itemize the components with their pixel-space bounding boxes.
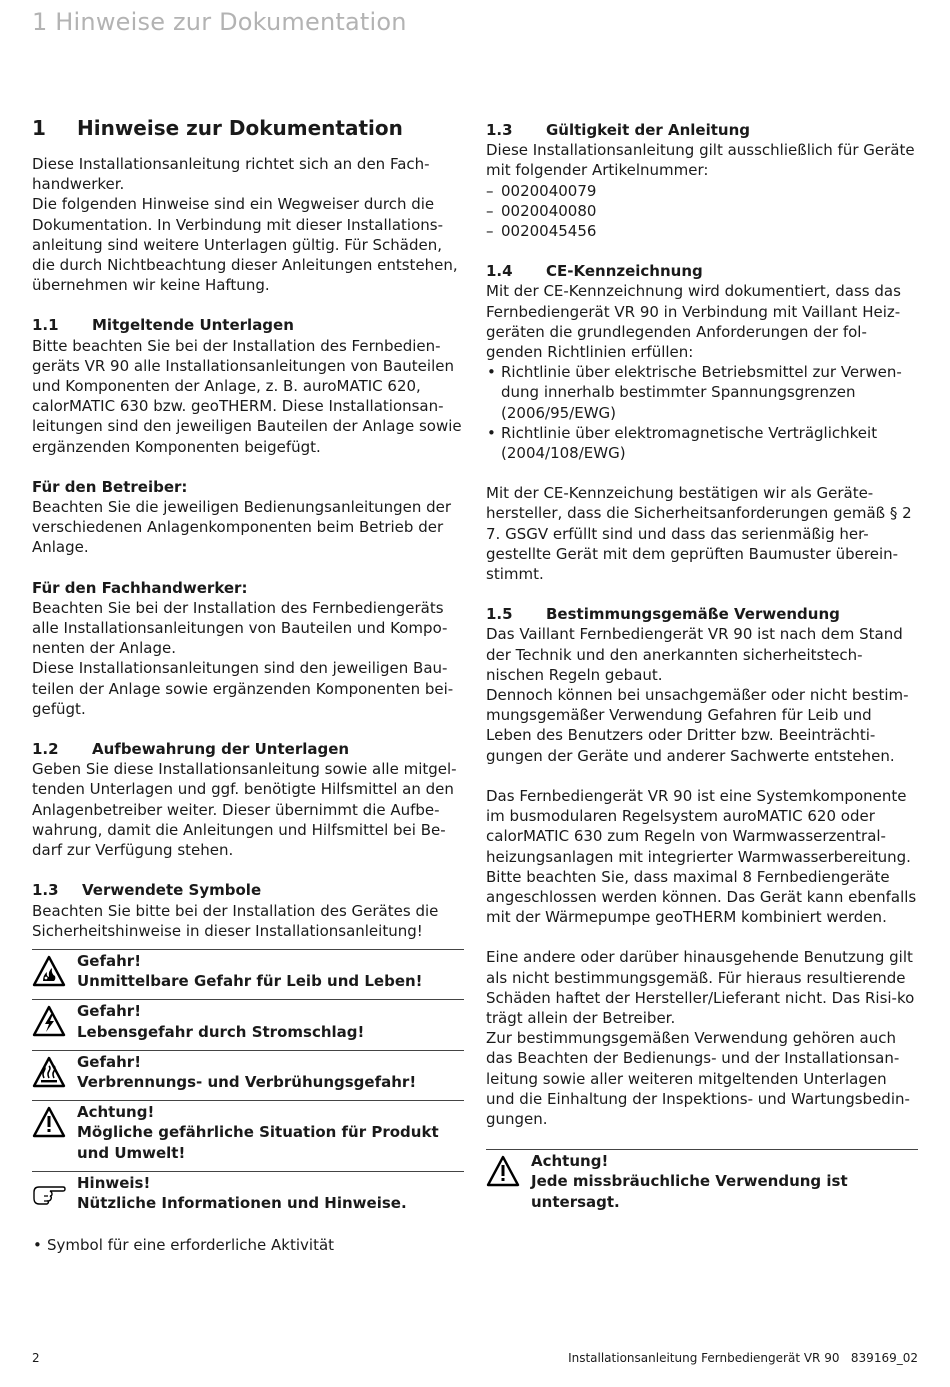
section-1-1-text: Bitte beachten Sie bei der Installation des Fernbedien-geräts VR 90 alle Installationsanleitungen von Bauteilen und Komponenten der Anlage, z. B. auroMATIC 620, calorMATIC 630 bzw. geoTHERM. Diese Installationsan-leitungen sind den jeweiligen Bauteilen der Anlage sowie ergänzenden Komponenten beigefügt. [32,336,462,456]
section-heading-1-2: 1.2 Aufbewahrung der Unterlagen [32,740,350,759]
fachhandwerker-text-1: Beachten Sie bei der Installation des Fernbediengeräts alle Installationsanleitungen von Bauteilen und Kompo-nenten der Anlage. [32,598,448,658]
section-heading-ce: 1.4 CE-Kennzeichnung [486,262,703,281]
article-number: – 0020040079 [486,181,918,201]
chapter-heading: 1 Hinweise zur Dokumentation [32,116,403,140]
article-number: – 0020045456 [486,221,918,241]
section-heading-symbols: 1.3 Verwendete Symbole [32,881,262,900]
pointing-hand-icon [32,1176,66,1208]
note-text: Nützliche Informationen und Hinweise. [77,1193,407,1212]
warning-block-danger-fire [32,949,464,999]
intended-use-p2: Dennoch können bei unsachgemäßer oder nicht bestim-mungsgemäßer Verwendung Gefahren für Leib und Leben des Benutzers oder Dritter bzw. Beeinträchti-gungen der Geräte und anderer Sachwerte entstehen. [486,686,909,765]
warning-block-danger-hot [32,1050,464,1100]
exclamation-triangle-icon [32,1106,66,1138]
electric-shock-icon [32,1005,66,1037]
intro-paragraph-2: Die folgenden Hinweise sind ein Wegweiser durch die Dokumentation. In Verbindung mit dieser Installations-anleitung sind weitere Unterlagen gültig. Für Schäden, die durch Nichtbeachtung dieser Anleitungen entstehen, übernehmen wir keine Haftung. [32,195,458,295]
hot-surface-icon [32,1056,66,1088]
activity-bullet: • Symbol für eine erforderliche Aktivität [32,1235,464,1255]
ce-confirmation-text: Mit der CE-Kennzeichung bestätigen wir als Geräte-hersteller, dass die Sicherheitsanforderungen gemäß § 2 7. GSGV erfüllt sind und dass das serienmäßig her-gestellte Gerät mit dem geprüften Baumuster überein-stimmt. [486,484,912,584]
note-block [32,1171,464,1221]
warning-title: Achtung! [77,1103,155,1122]
section-heading-intended-use: 1.5 Bestimmungsgemäße Verwendung [486,605,840,624]
section-heading-validity: 1.3 Gültigkeit der Anleitung [486,121,751,139]
warning-text: Jede missbräuchliche Verwendung ist untersagt. [531,1172,848,1211]
article-number: – 0020040080 [486,201,918,221]
document-footer: Installationsanleitung Fernbediengerät VR 90 839169_02 [568,1351,918,1365]
section-symbols-text: Beachten Sie bitte bei der Installation des Gerätes die Sicherheitshinweise in dieser Installationsanleitung! [32,901,439,940]
exclamation-triangle-icon [486,1155,520,1187]
betreiber-heading: Für den Betreiber: [32,477,188,496]
left-column [32,112,464,1255]
warning-title: Gefahr! [77,1052,142,1071]
intended-use-p1: Das Vaillant Fernbediengerät VR 90 ist nach dem Stand der Technik und den anerkannten sicherheitstech-nischen Regeln gebaut. [486,625,903,684]
fire-hazard-icon [32,955,66,987]
intended-use-p3: Das Fernbediengerät VR 90 ist eine Systemkomponente im busmodularen Regelsystem auroMATIC 620 oder calorMATIC 630 zum Regeln von Warmwasserzentral-heizungsanlagen mit integrierter Warmwasserbereitung. Bitte beachten Sie, dass maximal 8 Fernbediengeräte angeschlossen werden können. Das Gerät kann ebenfalls mit der Wärmepumpe geoTHERM kombiniert werden. [486,786,917,927]
fachhandwerker-heading: Für den Fachhandwerker: [32,578,248,597]
intended-use-p4: Eine andere oder darüber hinausgehende Benutzung gilt als nicht bestimmungsgemäß. Für hieraus resultierende Schäden haftet der Hersteller/Lieferant nicht. Das Risi-ko trägt allein der Betreiber. [486,948,915,1027]
directive-list [486,362,918,463]
fachhandwerker-text-2: Diese Installationsanleitungen sind den jeweiligen Bau-teilen der Anlage sowie ergänzenden Komponenten bei-gefügt. [32,659,454,718]
warning-text: Mögliche gefährliche Situation für Produkt und Umwelt! [77,1123,439,1162]
warning-title: Gefahr! [77,1002,142,1021]
warning-text: Lebensgefahr durch Stromschlag! [77,1022,365,1041]
directive-item: • Richtlinie über elektrische Betriebsmittel zur Verwen-dung innerhalb bestimmter Spannungsgrenzen (2006/95/EWG) [486,362,918,423]
warning-text: Verbrennungs- und Verbrühungsgefahr! [77,1072,417,1091]
note-title: Hinweis! [77,1173,151,1192]
warning-title: Achtung! [531,1152,609,1171]
warning-block-misuse [486,1149,918,1220]
warning-text: Unmittelbare Gefahr für Leib und Leben! [77,972,423,991]
running-head: 1 Hinweise zur Dokumentation [32,8,407,36]
intended-use-p5: Zur bestimmungsgemäßen Verwendung gehören auch das Beachten der Bedienungs- und der Installationsan-leitung sowie aller weiteren mitgeltenden Unterlagen und die Einhaltung der Inspektions- und Wartungsbedin-gungen. [486,1029,910,1128]
article-number-list [486,181,918,242]
section-1-2-text: Geben Sie diese Installationsanleitung sowie alle mitgel-tenden Unterlagen und ggf. benötigte Hilfsmittel an den Anlagenbetreiber weiter. Dieser übernimmt die Aufbe-wahrung, damit die Anleitungen und Hilfsmittel bei Be-darf zur Verfügung stehen. [32,760,457,860]
warning-block-danger-electric [32,999,464,1049]
section-heading-1-1: 1.1 Mitgeltende Unterlagen [32,316,294,335]
ce-text: Mit der CE-Kennzeichnung wird dokumentiert, dass das Fernbediengerät VR 90 in Verbindung mit Vaillant Heiz-geräten die grundlegenden Anforderungen der fol-genden Richtlinien erfüllen: [486,282,901,362]
validity-text: Diese Installationsanleitung gilt ausschließlich für Geräte mit folgender Artikelnummer: [486,141,915,180]
betreiber-text: Beachten Sie die jeweiligen Bedienungsanleitungen der verschiedenen Anlagenkomponenten beim Betrieb der Anlage. [32,498,452,557]
intro-paragraph-1: Diese Installationsanleitung richtet sich an den Fach- handwerker. [32,155,430,194]
warning-block-caution [32,1100,464,1171]
right-column [486,120,918,1220]
warning-title: Gefahr! [77,951,142,970]
page-number: 2 [32,1351,40,1365]
directive-item: • Richtlinie über elektromagnetische Verträglichkeit (2004/108/EWG) [486,423,918,463]
